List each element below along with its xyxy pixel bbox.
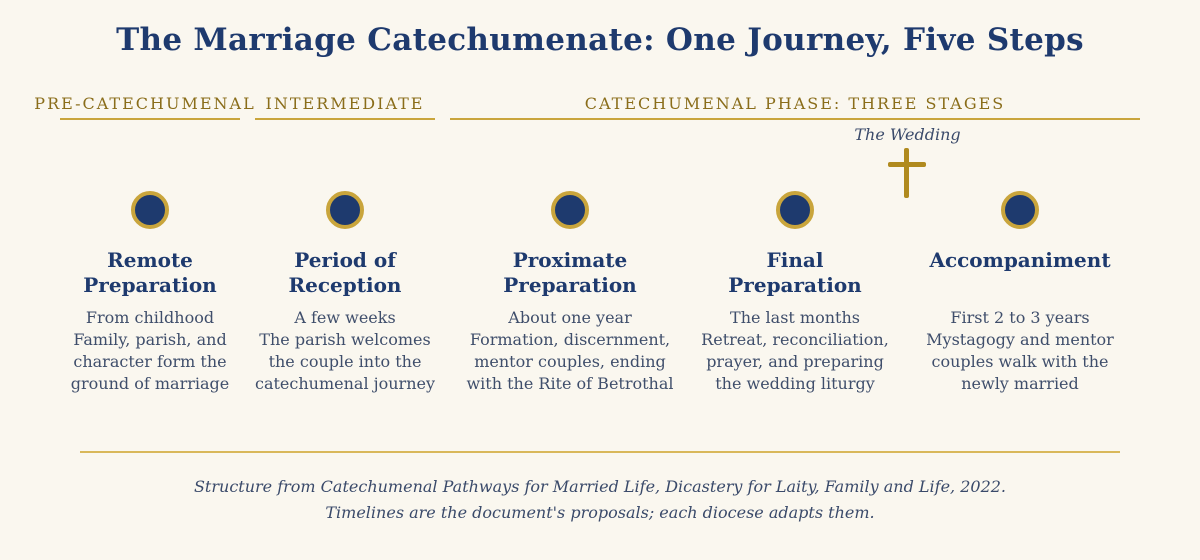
stage-node-final [776, 191, 814, 229]
stage-title-reception: Period of Reception [288, 248, 402, 297]
stage-node-accompaniment [1001, 191, 1039, 229]
stage-node-proximate [551, 191, 589, 229]
stage-desc-remote: Family, parish, and character form the ground of marriage [70, 330, 230, 393]
stage-title-proximate: Proximate Preparation [503, 248, 637, 297]
stage-title-remote: Remote Preparation [83, 248, 217, 297]
wedding-label: The Wedding [854, 125, 961, 144]
stage-node-reception [326, 191, 364, 229]
stage-title-accompaniment: Accompaniment [929, 248, 1111, 272]
phase-label-catechumenal: CATECHUMENAL PHASE: THREE STAGES [584, 94, 1006, 113]
stage-desc-reception: The parish welcomes the couple into the catechumenal journey [254, 330, 435, 393]
stage-time-reception: A few weeks [294, 308, 396, 327]
phase-label-intermediate: INTERMEDIATE [265, 94, 425, 113]
stage-time-remote: From childhood [85, 308, 215, 327]
phase-line-catechumenal [450, 118, 1140, 120]
stage-title-final: Final Preparation [728, 248, 862, 297]
diagram-title: The Marriage Catechumenate: One Journey, Five Steps [116, 22, 1084, 58]
footer-divider [80, 451, 1120, 453]
stage-time-proximate: About one year [508, 308, 632, 327]
stage-desc-accompaniment: Mystagogy and mentor couples walk with the newly married [926, 330, 1114, 393]
stage-time-accompaniment: First 2 to 3 years [950, 308, 1090, 327]
stage-desc-final: Retreat, reconciliation, prayer, and preparing the wedding liturgy [701, 330, 889, 393]
footnote-source: Structure from Catechumenal Pathways for Married Life, Dicastery for Laity, Family and Life, 2022. [193, 477, 1007, 496]
phase-line-pre-catechumenal [60, 118, 240, 120]
stage-desc-proximate: Formation, discernment, mentor couples, ending with the Rite of Betrothal [466, 330, 674, 393]
phase-line-intermediate [255, 118, 435, 120]
footnote-timelines: Timelines are the document's proposals; each diocese adapts them. [325, 503, 875, 522]
phase-label-pre-catechumenal: PRE-CATECHUMENAL [34, 94, 256, 113]
stage-time-final: The last months [730, 308, 860, 327]
stage-node-remote [131, 191, 169, 229]
